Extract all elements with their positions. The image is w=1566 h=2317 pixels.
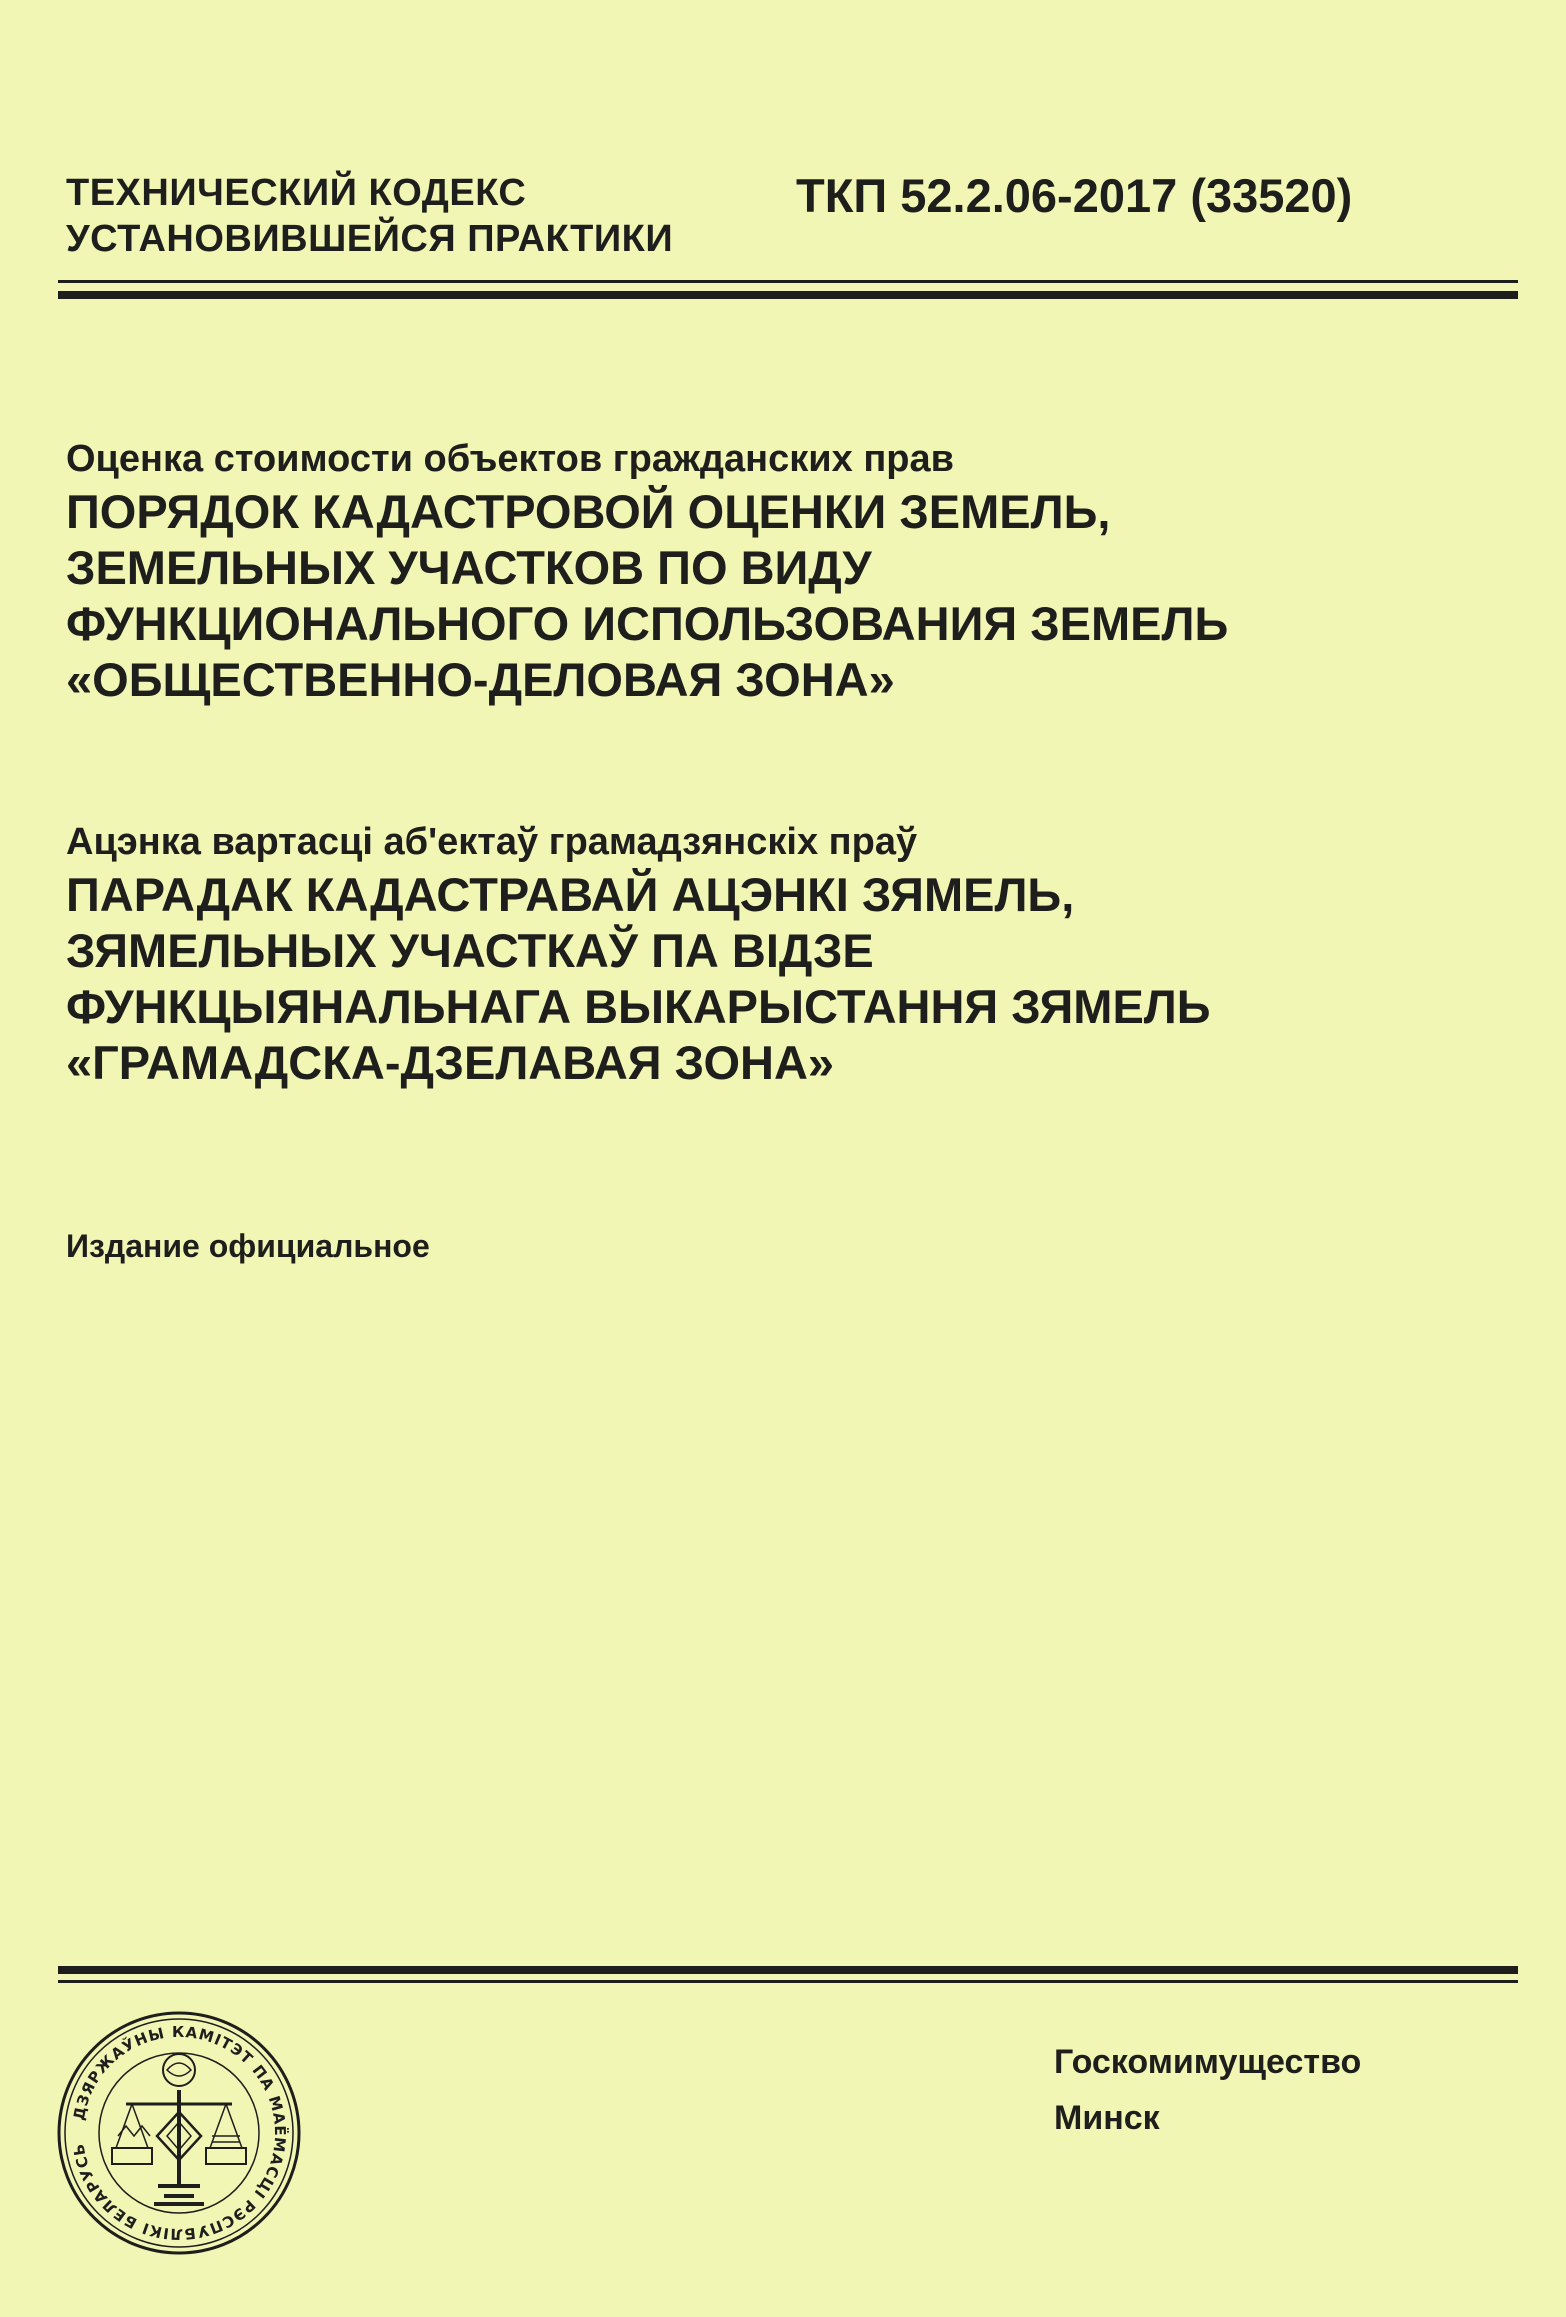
publisher xyxy=(1054,2034,1361,2146)
footer-rule-thick xyxy=(58,1966,1518,1974)
state-property-committee-seal-icon xyxy=(54,2008,304,2258)
document-number: ТКП 52.2.06-2017 (33520) xyxy=(796,169,1353,222)
document-type xyxy=(66,170,673,262)
belarusian-title-block xyxy=(66,817,1506,1091)
publisher-name: Госкомимущество xyxy=(1054,2043,1362,2081)
header-rule-thin xyxy=(58,280,1518,283)
document-type-line-2: УСТАНОВИВШЕЙСЯ ПРАКТИКИ xyxy=(66,218,674,260)
footer-rule-thin xyxy=(58,1980,1518,1983)
russian-subtitle: Оценка стоимости объектов гражданских прав xyxy=(66,438,954,480)
russian-title-block xyxy=(66,434,1506,708)
belarusian-title-line: ПАРАДАК КАДАСТРАВАЙ АЦЭНКІ ЗЯМЕЛЬ, xyxy=(66,868,1075,921)
document-type-line-1: ТЕХНИЧЕСКИЙ КОДЕКС xyxy=(66,172,527,214)
edition-label: Издание официальное xyxy=(66,1228,430,1264)
svg-text:ДЗЯРЖАЎНЫ КАМІТЭТ ПА МАЁМАСЦІ: ДЗЯРЖАЎНЫ КАМІТЭТ ПА МАЁМАСЦІ РЭСПУБЛІКІ БЕЛАРУСЬ xyxy=(69,2022,290,2244)
header-rule-thick xyxy=(58,291,1518,299)
russian-title-line: ФУНКЦИОНАЛЬНОГО ИСПОЛЬЗОВАНИЯ ЗЕМЕЛЬ xyxy=(66,597,1229,650)
publisher-city: Минск xyxy=(1054,2099,1160,2137)
russian-title-line: «ОБЩЕСТВЕННО-ДЕЛОВАЯ ЗОНА» xyxy=(66,653,895,706)
belarusian-title-line: ЗЯМЕЛЬНЫХ УЧАСТКАЎ ПА ВІДЗЕ xyxy=(66,924,874,977)
belarusian-subtitle: Ацэнка вартасці аб'ектаў грамадзянскіх праў xyxy=(66,821,918,863)
russian-title-line: ЗЕМЕЛЬНЫХ УЧАСТКОВ ПО ВИДУ xyxy=(66,541,872,594)
belarusian-title-line: «ГРАМАДСКА-ДЗЕЛАВАЯ ЗОНА» xyxy=(66,1036,835,1089)
russian-title-line: ПОРЯДОК КАДАСТРОВОЙ ОЦЕНКИ ЗЕМЕЛЬ, xyxy=(66,485,1111,538)
belarusian-title-line: ФУНКЦЫЯНАЛЬНАГА ВЫКАРЫСТАННЯ ЗЯМЕЛЬ xyxy=(66,980,1211,1033)
